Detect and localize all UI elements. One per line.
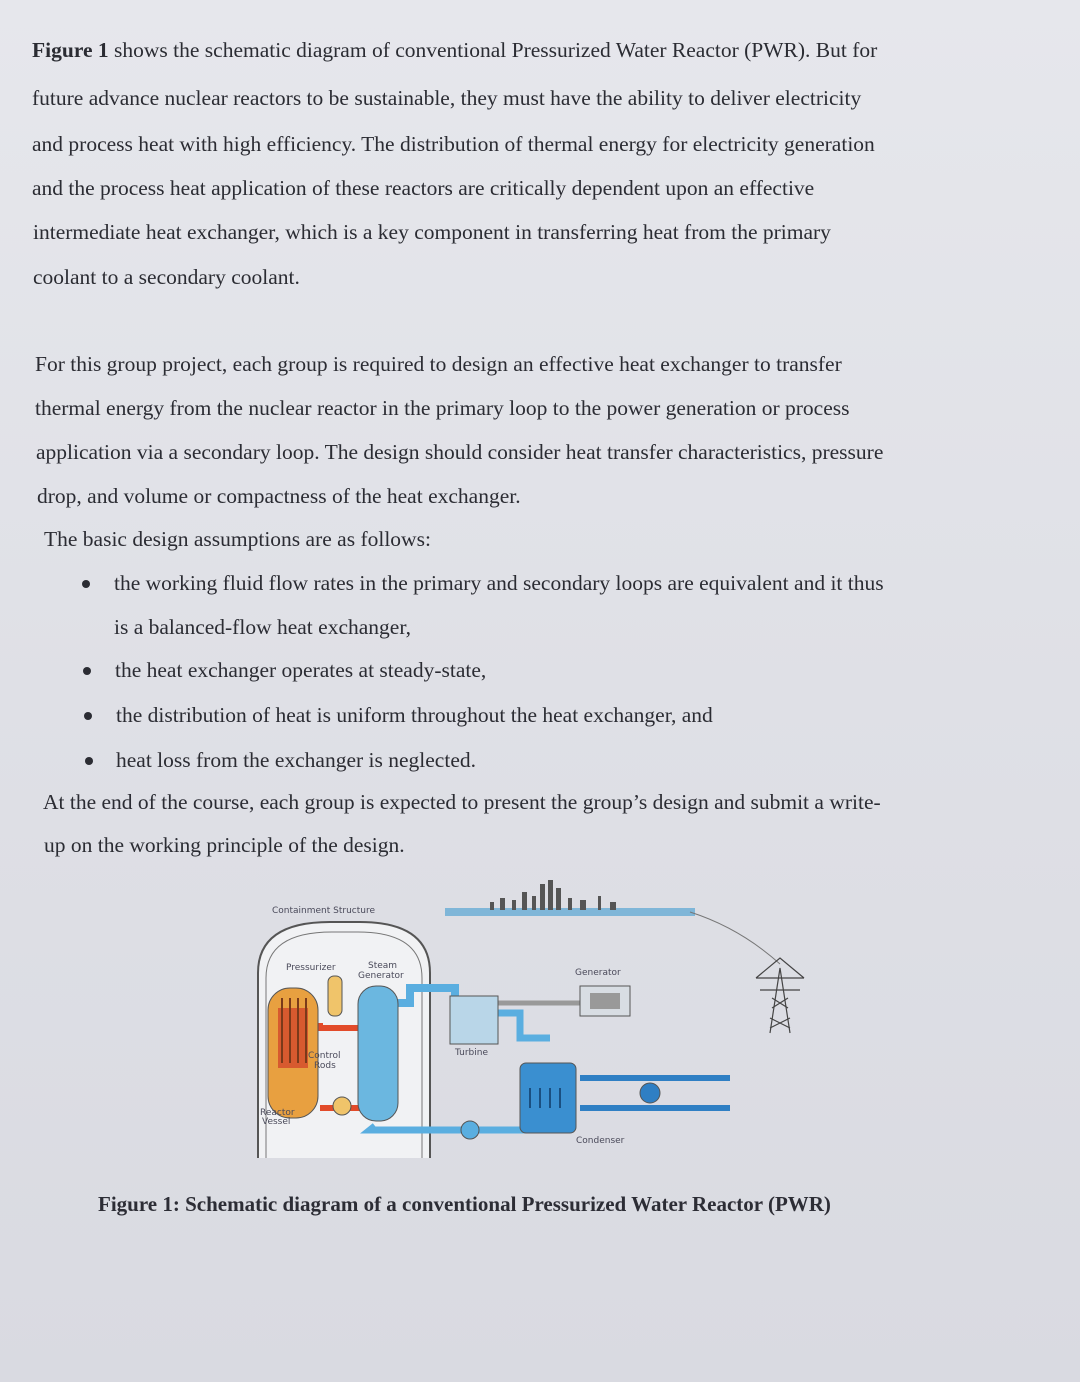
- pressurizer: [328, 976, 342, 1016]
- reactor-vessel-label: Reactor: [260, 1108, 295, 1118]
- svg-text:Generator: Generator: [358, 971, 404, 981]
- closing-line-1: At the end of the course, each group is expected to present the group’s design and submit a write-: [43, 790, 881, 814]
- steam-generator: [358, 986, 398, 1121]
- feedwater-pump-icon: [461, 1121, 479, 1139]
- containment-label: Containment Structure: [272, 906, 376, 916]
- pressurizer-label: Pressurizer: [286, 963, 336, 973]
- turbine-label: Turbine: [455, 1048, 488, 1058]
- pump-icon: [333, 1097, 351, 1115]
- svg-text:Vessel: Vessel: [262, 1117, 291, 1127]
- assumptions-intro: The basic design assumptions are as follows:: [44, 527, 431, 551]
- closing-line-2: up on the working principle of the design.: [44, 833, 405, 857]
- bullet-icon: [83, 667, 91, 675]
- bullet-icon: [82, 580, 90, 588]
- figure-caption: Figure 1: Schematic diagram of a conventional Pressurized Water Reactor (PWR): [98, 1192, 831, 1216]
- bullet-icon: [85, 757, 93, 765]
- svg-text:Rods: Rods: [314, 1061, 336, 1071]
- figure-reference: Figure 1: [32, 38, 109, 62]
- control-rods-label: Control: [308, 1051, 341, 1061]
- turbine: [450, 996, 498, 1044]
- intro-line-4: and the process heat application of these reactors are critically dependent upon an effective: [32, 176, 815, 200]
- intro-line-3: and process heat with high efficiency. The distribution of thermal energy for electricity generation: [32, 132, 875, 156]
- pwr-schematic-diagram: [250, 878, 810, 1168]
- intro-line-5: intermediate heat exchanger, which is a key component in transferring heat from the primary: [33, 220, 831, 244]
- bullet-icon: [84, 712, 92, 720]
- project-line-3: application via a secondary loop. The design should consider heat transfer characteristics, pressure: [36, 440, 884, 464]
- intro-line-1: Figure 1 shows the schematic diagram of conventional Pressurized Water Reactor (PWR). But for: [32, 38, 878, 62]
- document-page: Figure 1 shows the schematic diagram of conventional Pressurized Water Reactor (PWR). But for future advance nuclear reactors to be sustainable, they must have the ability to deliver electricity and process heat with high efficiency. The distribution of thermal energy for electricity generation and the process heat application of these reactors are critically dependent upon an effective intermediate heat exchanger, which is a key component in transferring heat from the primary coolant to a secondary coolant. For this group project, each group is required to design an effective heat exchanger to transfer thermal energy from the nuclear reactor in the primary loop to the power generation or process application via a secondary loop. The design should consider heat transfer characteristics, pressure drop, and volume or compactness of the heat exchanger. The basic design assumptions are as follows: the working fluid flow rates in the primary and secondary loops are equivalent and it thus is a balanced-flow heat exchanger, the heat exchanger operates at steady-state, the distribution of heat is uniform throughout the heat exchanger, and heat loss from the exchanger is neglected. At the end of the course, each group is expected to present the group’s design and submit a write- up on the working principle of the design. Containment Structure Control Rods Reactor Vessel Pressurizer Steam Generator Turbine Generator Condenser Figure 1: Schematic diagram of a conventional Pressurized Water Reactor (PWR): [32, 38, 884, 1216]
- steam-generator-label: Steam: [368, 961, 398, 971]
- project-line-1: For this group project, each group is required to design an effective heat exchanger to transfer: [35, 352, 842, 376]
- city-skyline-icon: [445, 880, 695, 916]
- power-line: [690, 912, 780, 964]
- cooling-pump-icon: [640, 1083, 660, 1103]
- condenser: [520, 1063, 576, 1133]
- project-line-2: thermal energy from the nuclear reactor in the primary loop to the power generation or process: [35, 396, 850, 420]
- intro-line-2: future advance nuclear reactors to be sustainable, they must have the ability to deliver electricity: [32, 86, 862, 110]
- generator-label: Generator: [575, 968, 621, 978]
- transmission-tower-icon: [756, 958, 804, 1033]
- condenser-label: Condenser: [576, 1136, 625, 1146]
- project-line-4: drop, and volume or compactness of the heat exchanger.: [37, 484, 521, 508]
- intro-line-6: coolant to a secondary coolant.: [33, 265, 300, 289]
